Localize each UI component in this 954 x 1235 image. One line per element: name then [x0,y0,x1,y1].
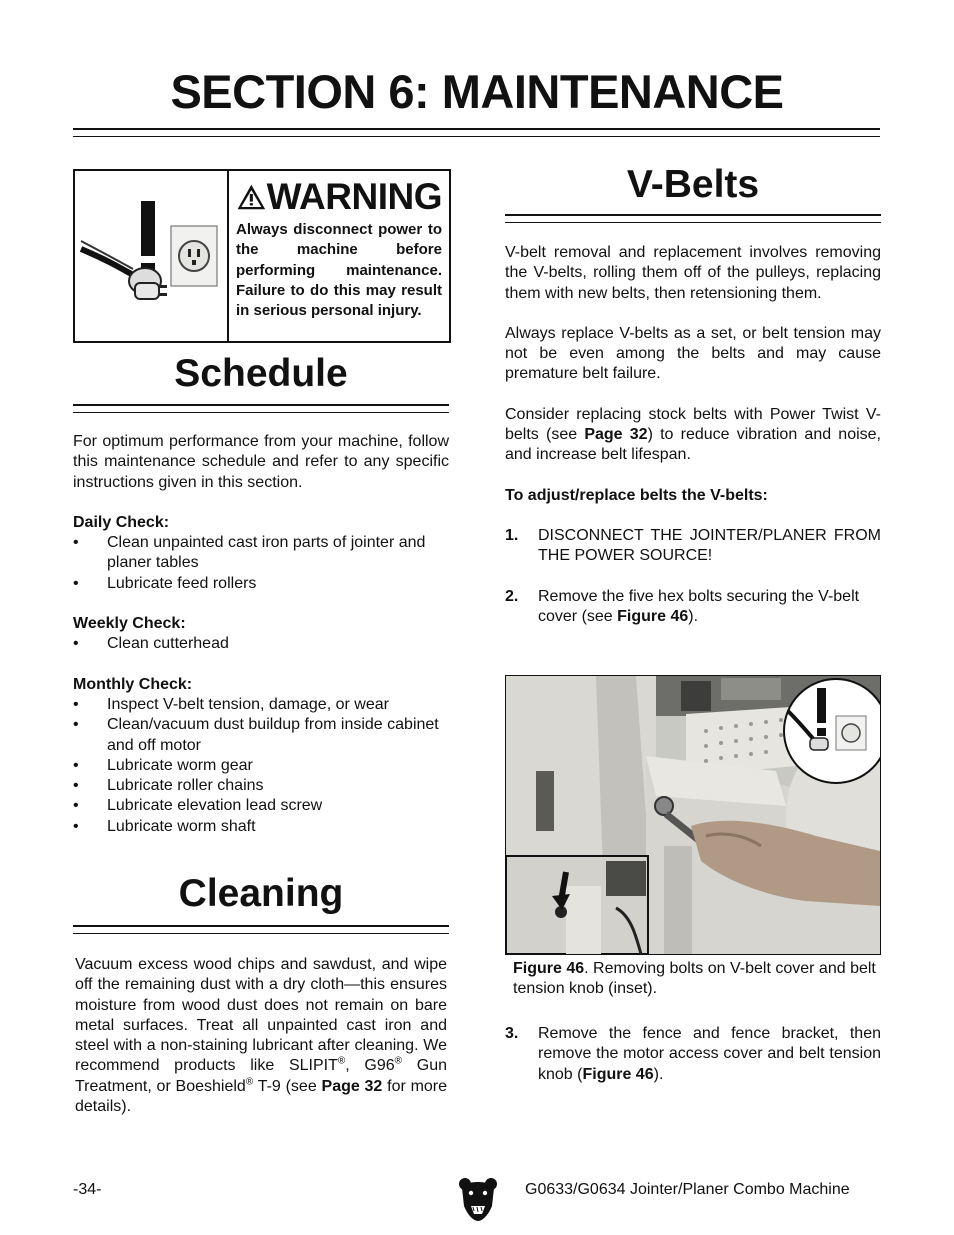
vbelts-paragraph-2: Always replace V-belts as a set, or belt tension may not be even among the belts and may cause premature belt failure. [505,324,881,383]
monthly-check-list [73,695,449,837]
list-item: • Lubricate worm gear [73,756,449,776]
list-item: • Lubricate feed rollers [73,574,449,594]
disconnect-plug-illustration [75,171,229,341]
procedure-title: To adjust/replace belts the V-belts: [505,486,768,504]
warning-heading [236,175,442,219]
warning-text: Always disconnect power to the machine before performing maintenance. Failure to do this may result in serious personal injury. [236,221,442,320]
grizzly-bear-icon [458,1176,498,1222]
bear-logo-icon [458,1176,498,1222]
unplug-icon [75,171,227,341]
warning-label: WARNING [266,176,442,217]
figure-46-photo [505,675,881,955]
list-item: • Clean unpainted cast iron parts of jointer and planer tables [73,533,449,574]
weekly-check-label: Weekly Check: [73,615,186,633]
vbelts-divider [505,214,881,223]
footer-model-text: G0633/G0634 Jointer/Planer Combo Machine [525,1181,850,1198]
list-item: • Inspect V-belt tension, damage, or wear [73,695,449,715]
cleaning-divider [73,925,449,934]
cleaning-heading: Cleaning [178,872,344,915]
list-item: • Lubricate worm shaft [73,817,449,837]
page-reference: Page 32 [321,1077,383,1095]
vbelt-cover-photo [506,676,880,954]
page-number: -34- [73,1181,102,1198]
vbelts-paragraph-3: Consider replacing stock belts with Power Twist V-belts (see Page 32) to reduce vibration and noise, and increase belt lifespan. [505,405,881,464]
monthly-check-label: Monthly Check: [73,675,193,693]
warning-box [73,169,451,343]
weekly-check-list [73,634,449,654]
schedule-section [73,432,449,837]
list-item: • Clean cutterhead [73,634,449,654]
schedule-heading: Schedule [174,352,348,395]
vbelts-section [505,243,881,627]
step-1: 1. DISCONNECT THE JOINTER/PLANER FROM THE POWER SOURCE! [505,526,881,565]
step-2: 2. Remove the five hex bolts securing the V-belt cover (see Figure 46). [505,587,860,625]
schedule-intro: For optimum performance from your machine, follow this maintenance schedule and refer to any specific instructions given in this section. [73,433,449,491]
vbelts-paragraph-1: V-belt removal and replacement involves removing the V-belts, rolling them off of the pulleys, replacing them with new belts, then retensioning them. [505,244,881,302]
title-divider [73,128,880,137]
schedule-divider [73,404,449,413]
list-item: • Lubricate roller chains [73,776,449,796]
warning-triangle-icon [236,179,267,215]
page-title: SECTION 6: MAINTENANCE [170,65,784,118]
cleaning-paragraph: Vacuum excess wood chips and sawdust, and wipe off the remaining dust with a dry cloth—this ensures moisture from wood dust does not remain on bare metal surfaces. Treat all unpainted cast iron and steel with a non-staining lubricant after cleaning. We recommend products like SLIPIT®, G96® Gun Treatment, or Boeshield® T-9 (see Page 32 for more details). [75,956,448,1116]
daily-check-list [73,533,449,594]
page-reference: Page 32 [584,426,648,444]
daily-check-label: Daily Check: [73,513,170,531]
step-3-container [505,1024,881,1085]
list-item: • Clean/vacuum dust buildup from inside cabinet and off motor [73,715,449,756]
figure-label: Figure 46 [513,960,585,977]
figure-46-caption: Figure 46. Removing bolts on V-belt cover and belt tension knob (inset). [513,960,876,998]
vbelts-heading: V-Belts [626,163,760,206]
step-3: 3. Remove the fence and fence bracket, then remove the motor access cover and belt tension knob (Figure 46). [505,1025,881,1083]
list-item: • Lubricate elevation lead screw [73,796,449,816]
